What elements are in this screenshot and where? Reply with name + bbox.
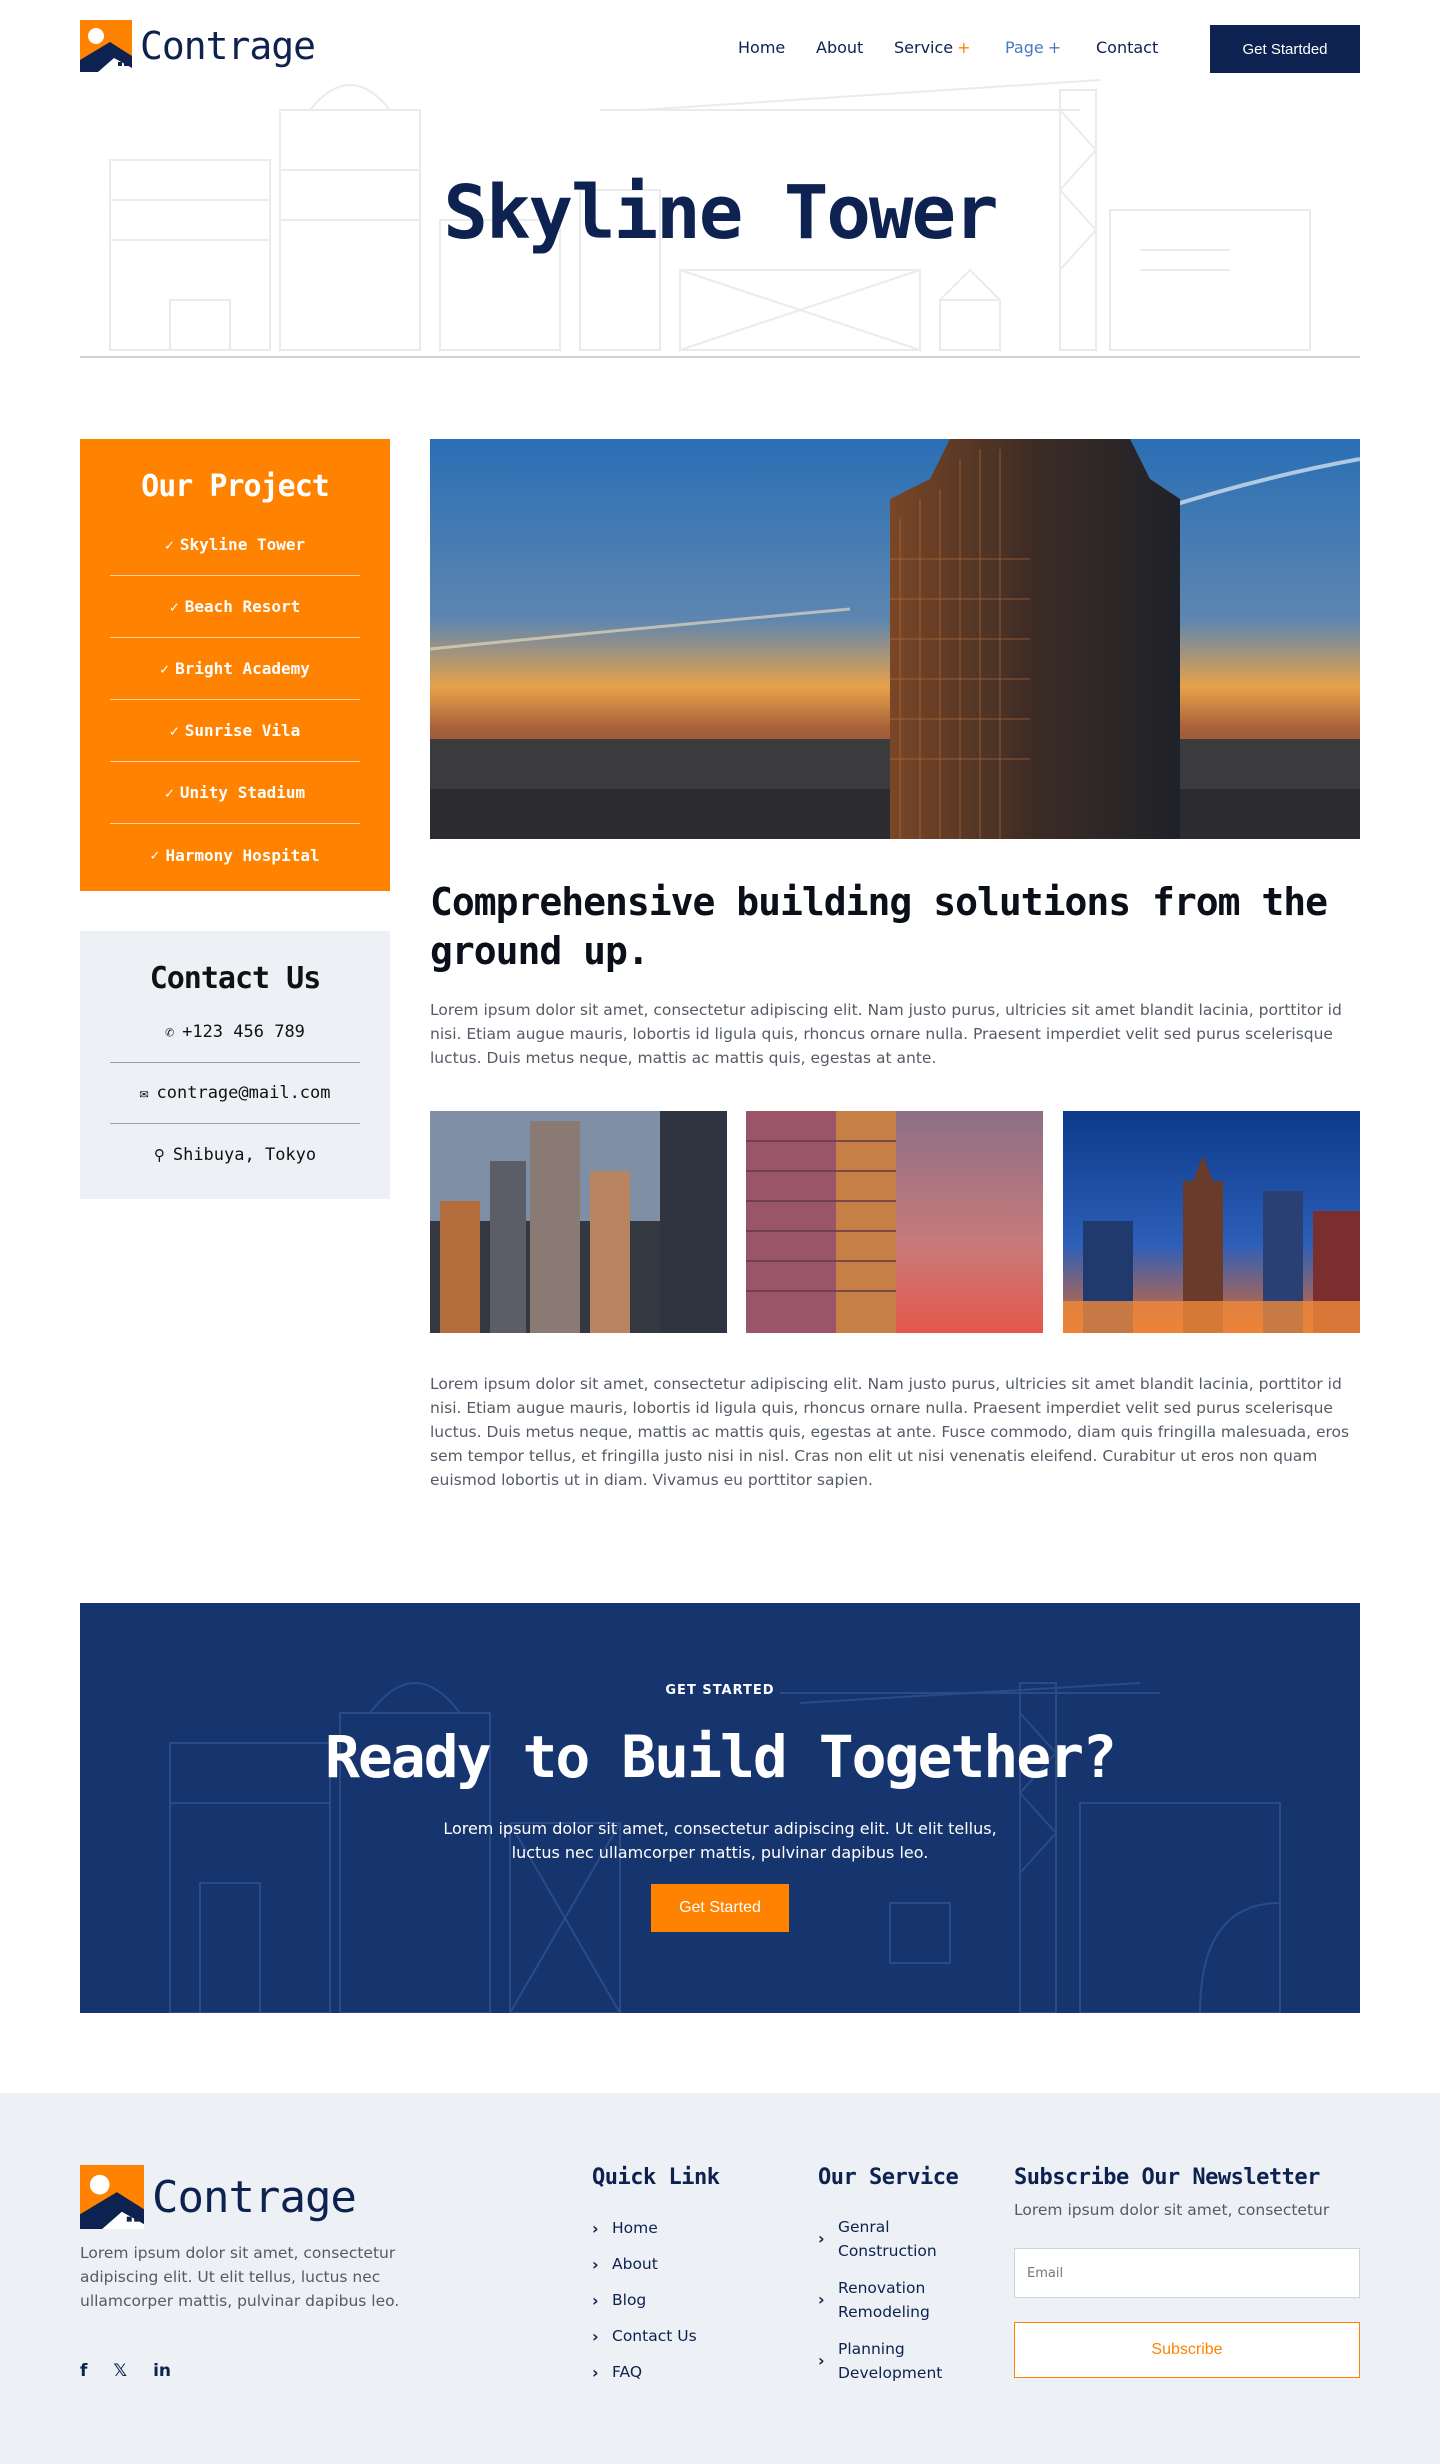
cta-banner bbox=[80, 1603, 1360, 2013]
footer-link-faq[interactable] bbox=[592, 2363, 697, 2399]
footer-link-home[interactable] bbox=[592, 2219, 697, 2255]
footer-link-label: Contact Us bbox=[612, 2327, 697, 2345]
contact-phone[interactable] bbox=[110, 1002, 360, 1063]
chevron-right-icon: › bbox=[818, 2350, 825, 2370]
contact-email-text: contrage@mail.com bbox=[156, 1083, 331, 1103]
main-nav bbox=[738, 38, 1158, 57]
linkedin-icon[interactable]: in bbox=[153, 2361, 172, 2381]
contact-address-text: Shibuya, Tokyo bbox=[172, 1144, 317, 1165]
gallery-photo-sunset-building[interactable] bbox=[746, 1111, 1043, 1333]
cta-text: Lorem ipsum dolor sit amet, consectetur adipiscing elit. Ut elit tellus, luctus nec ullamcorper mattis, pulvinar dapibus leo. bbox=[443, 1819, 997, 1862]
project-item-harmony-hospital[interactable] bbox=[110, 824, 360, 886]
gallery-photo-city-towers[interactable] bbox=[430, 1111, 727, 1333]
get-started-header-button[interactable]: Get Startded bbox=[1210, 25, 1360, 73]
nav-service-label: Service bbox=[894, 38, 954, 57]
check-icon: ✓ bbox=[160, 659, 170, 678]
chevron-right-icon: › bbox=[592, 2219, 599, 2238]
site-footer bbox=[0, 2093, 1440, 2464]
facebook-icon[interactable]: f bbox=[80, 2361, 88, 2381]
nav-about[interactable] bbox=[816, 38, 894, 57]
get-started-cta-button[interactable]: Get Started bbox=[651, 1884, 789, 1932]
footer-about-text: Lorem ipsum dolor sit amet, consectetur adipiscing elit. Ut elit tellus, luctus nec ullamcorper mattis, pulvinar dapibus leo. bbox=[80, 2244, 400, 2310]
newsletter-email-input[interactable] bbox=[1014, 2248, 1360, 2298]
gallery-photo-night-street[interactable] bbox=[1063, 1111, 1360, 1333]
footer-service-label: Planning Development bbox=[838, 2339, 943, 2382]
project-label: Sunrise Vila bbox=[184, 721, 301, 740]
contact-email[interactable] bbox=[110, 1063, 360, 1124]
our-project-panel bbox=[80, 439, 390, 891]
project-item-sunrise-vila[interactable] bbox=[110, 700, 360, 762]
section-heading: Comprehensive building solutions from the ground up. bbox=[430, 880, 1327, 973]
subscribe-button[interactable]: Subscribe bbox=[1014, 2322, 1360, 2378]
footer-link-blog[interactable] bbox=[592, 2291, 697, 2327]
footer-logo[interactable] bbox=[80, 2165, 356, 2229]
project-item-unity-stadium[interactable] bbox=[110, 762, 360, 824]
plus-icon: + bbox=[1047, 38, 1062, 57]
footer-service-label: Genral Construction bbox=[838, 2217, 937, 2260]
project-label: Skyline Tower bbox=[179, 535, 306, 554]
footer-service-planning[interactable] bbox=[818, 2330, 978, 2391]
contact-us-panel bbox=[80, 931, 390, 1199]
footer-service-label: Renovation Remodeling bbox=[838, 2278, 930, 2321]
newsletter-title: Subscribe Our Newsletter bbox=[1014, 2165, 1320, 2190]
nav-service[interactable] bbox=[894, 38, 1005, 57]
intro-paragraph: Lorem ipsum dolor sit amet, consectetur adipiscing elit. Nam justo purus, ultricies sit amet blandit lacinia, porttitor id nisi. Etiam augue mauris, lobortis id ligula quis, rhoncus ornare nulla. Praesent imperdiet velit sed purus scelerisque luctus. Duis metus neque, mattis ac mattis quis, egestas at ante. bbox=[430, 1001, 1342, 1067]
nav-contact-label: Contact bbox=[1096, 38, 1159, 57]
chevron-right-icon: › bbox=[592, 2255, 599, 2274]
nav-home-label: Home bbox=[738, 38, 786, 57]
footer-service-renovation[interactable] bbox=[818, 2269, 978, 2330]
footer-link-about[interactable] bbox=[592, 2255, 697, 2291]
footer-link-label: Blog bbox=[612, 2291, 647, 2309]
contact-list bbox=[110, 1002, 360, 1185]
logo-icon bbox=[80, 2165, 144, 2229]
quick-link-list bbox=[592, 2219, 697, 2399]
footer-link-label: FAQ bbox=[612, 2363, 643, 2381]
footer-logo-text: Contrage bbox=[152, 2171, 356, 2223]
chevron-right-icon: › bbox=[592, 2291, 599, 2310]
project-item-beach-resort[interactable] bbox=[110, 576, 360, 638]
project-label: Harmony Hospital bbox=[165, 845, 320, 865]
our-service-title: Our Service bbox=[818, 2165, 959, 2190]
chevron-right-icon: › bbox=[818, 2289, 825, 2309]
nav-page-label: Page bbox=[1005, 38, 1044, 57]
chevron-right-icon: › bbox=[818, 2228, 825, 2248]
x-twitter-icon[interactable]: 𝕏 bbox=[113, 2361, 128, 2381]
page-title: Skyline Tower bbox=[443, 170, 997, 256]
cta-eyebrow: GET STARTED bbox=[665, 1683, 775, 1698]
contact-address bbox=[110, 1124, 360, 1185]
detail-paragraph: Lorem ipsum dolor sit amet, consectetur adipiscing elit. Nam justo purus, ultricies sit amet blandit lacinia, porttitor id nisi. Etiam augue mauris, lobortis id ligula quis, rhoncus ornare nulla. Praesent imperdiet velit sed purus scelerisque luctus. Duis metus neque, mattis ac mattis quis, egestas at ante. Fusce commodo, diam quis fringilla malesuada, eros sem tempor tellus, et fringilla justo nisi in nisl. Cras non elit ut nisi venenatis eleifend. Curabitur ut eros non quam euismod lobortis ut in diam. Vivamus eu porttitor sapien. bbox=[430, 1375, 1350, 1489]
footer-link-label: About bbox=[612, 2255, 658, 2273]
city-outline-illustration bbox=[80, 1603, 1360, 2013]
project-item-bright-academy[interactable] bbox=[110, 638, 360, 700]
check-icon: ✓ bbox=[150, 846, 160, 864]
quick-link-title: Quick Link bbox=[592, 2165, 720, 2190]
check-icon: ✓ bbox=[164, 535, 174, 554]
project-list bbox=[110, 514, 360, 886]
nav-contact[interactable] bbox=[1096, 38, 1158, 57]
hero-banner bbox=[80, 70, 1360, 358]
mail-icon: ✉ bbox=[139, 1084, 149, 1102]
footer-link-label: Home bbox=[612, 2219, 658, 2237]
check-icon: ✓ bbox=[164, 783, 174, 802]
nav-page[interactable] bbox=[1005, 38, 1096, 57]
phone-icon: ✆ bbox=[165, 1023, 175, 1041]
chevron-right-icon: › bbox=[592, 2363, 599, 2382]
nav-home[interactable] bbox=[738, 38, 816, 57]
check-icon: ✓ bbox=[169, 721, 179, 740]
our-project-title: Our Project bbox=[141, 469, 329, 504]
project-label: Bright Academy bbox=[175, 659, 310, 678]
check-icon: ✓ bbox=[169, 597, 179, 616]
service-list bbox=[818, 2208, 978, 2391]
contact-us-title: Contact Us bbox=[149, 961, 321, 996]
contact-phone-text: +123 456 789 bbox=[182, 1022, 305, 1042]
logo-text: Contrage bbox=[140, 24, 316, 68]
chevron-right-icon: › bbox=[592, 2327, 599, 2346]
logo-icon bbox=[80, 20, 132, 72]
skyline-tower-photo bbox=[430, 439, 1360, 839]
social-links bbox=[80, 2361, 171, 2381]
project-label: Beach Resort bbox=[184, 597, 301, 616]
newsletter-text: Lorem ipsum dolor sit amet, consectetur bbox=[1014, 2201, 1330, 2219]
map-pin-icon: ⚲ bbox=[153, 1145, 165, 1164]
logo[interactable] bbox=[80, 20, 315, 72]
nav-about-label: About bbox=[816, 38, 864, 57]
footer-service-general-construction[interactable] bbox=[818, 2208, 978, 2269]
footer-link-contact-us[interactable] bbox=[592, 2327, 697, 2363]
plus-icon: + bbox=[957, 38, 971, 57]
cta-title: Ready to Build Together? bbox=[324, 1723, 1116, 1791]
project-item-skyline-tower[interactable] bbox=[110, 514, 360, 576]
project-label: Unity Stadium bbox=[179, 783, 306, 802]
